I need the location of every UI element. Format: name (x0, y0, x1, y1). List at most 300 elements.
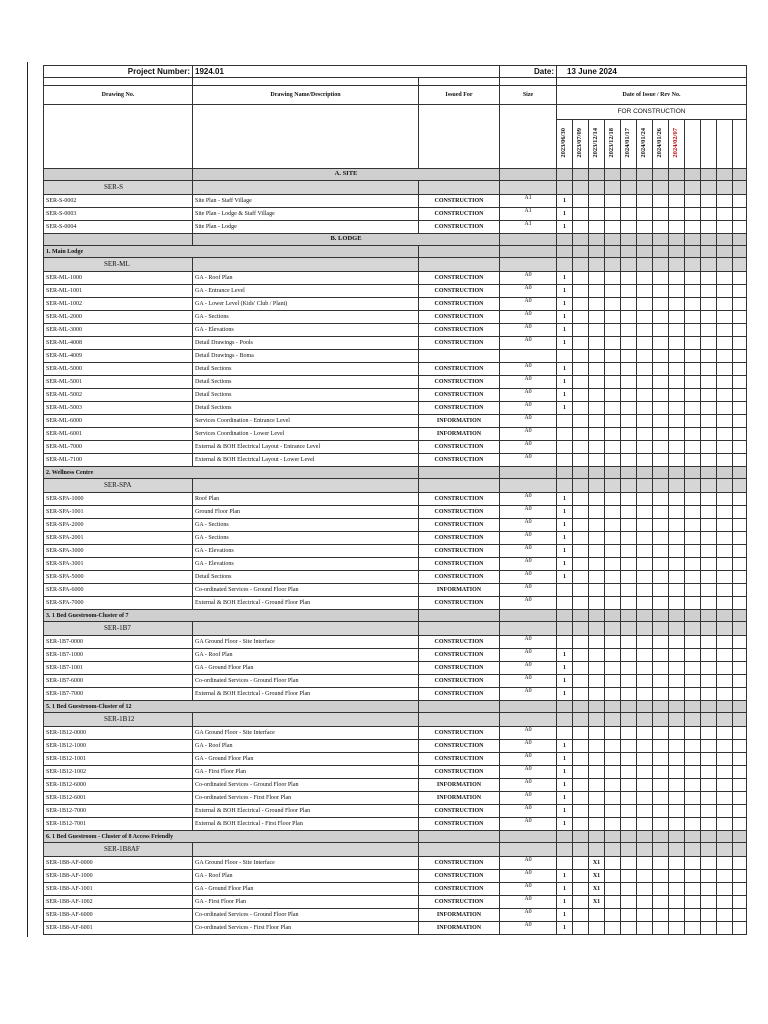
rev-cell (733, 922, 747, 935)
rev-cell (557, 258, 573, 272)
rev-cell (685, 298, 701, 311)
rev-cell (733, 805, 747, 818)
rev-cell (669, 857, 685, 870)
rev-cell (685, 208, 701, 221)
rev-cell (621, 870, 637, 883)
rev-cell (701, 298, 717, 311)
drawing-name: GA - Sections (193, 532, 419, 545)
rev-cell (589, 389, 605, 402)
rev-cell (637, 467, 653, 479)
rev-cell (637, 688, 653, 701)
rev-cell (589, 766, 605, 779)
rev-cell (589, 622, 605, 636)
drawing-number: SER-1B12-1000 (44, 740, 193, 753)
rev-cell (717, 610, 733, 622)
rev-cell (701, 324, 717, 337)
drawing-name: Detail Sections (193, 571, 419, 584)
table-row (44, 493, 747, 506)
rev-cell (653, 169, 669, 181)
rev-cell (701, 519, 717, 532)
table-row (44, 909, 747, 922)
issue-date-cell (605, 120, 621, 169)
issue-date-label: 2023/12/18 (608, 127, 616, 158)
drawing-number: SER-SPA-2000 (44, 519, 193, 532)
rev-cell (701, 258, 717, 272)
rev-cell (589, 675, 605, 688)
drawing-name: External & BOH Electrical Layout - Lower Level (193, 454, 419, 467)
issue-date-cell (685, 120, 701, 169)
rev-cell: 1 (557, 883, 573, 896)
rev-cell (701, 181, 717, 195)
rev-cell (717, 622, 733, 636)
drawing-name: External & BOH Electrical - Ground Floor Plan (193, 805, 419, 818)
group-subtitle: 5. 1 Bed Guestroom-Cluster of 12 (44, 701, 419, 713)
rev-cell (685, 622, 701, 636)
rev-cell (669, 779, 685, 792)
drawing-name: External & BOH Electrical - Ground Floor Plan (193, 597, 419, 610)
rev-cell (717, 649, 733, 662)
rev-cell (557, 246, 573, 258)
table-row (44, 402, 747, 415)
drawing-number: SER-ML-5002 (44, 389, 193, 402)
rev-cell (717, 389, 733, 402)
rev-cell (589, 337, 605, 350)
rev-cell (605, 675, 621, 688)
sheet-size: A0 (500, 558, 557, 571)
rev-cell (653, 258, 669, 272)
rev-cell (589, 805, 605, 818)
table-row (44, 389, 747, 402)
rev-cell (669, 805, 685, 818)
rev-cell (573, 298, 589, 311)
sheet-size: A0 (500, 779, 557, 792)
rev-cell (685, 662, 701, 675)
drawing-name: GA - Sections (193, 311, 419, 324)
rev-cell (605, 610, 621, 622)
table-row (44, 441, 747, 454)
rev-cell (557, 843, 573, 857)
rev-cell (605, 532, 621, 545)
issued-for: INFORMATION (419, 922, 500, 935)
rev-cell (701, 610, 717, 622)
rev-cell (637, 883, 653, 896)
rev-cell (557, 467, 573, 479)
rev-cell (605, 922, 621, 935)
sheet-size: A0 (500, 428, 557, 441)
rev-cell (637, 818, 653, 831)
rev-cell (637, 713, 653, 727)
rev-cell (637, 831, 653, 843)
issue-date-label: 2024/01/24 (640, 127, 648, 158)
drawing-name: Roof Plan (193, 493, 419, 506)
rev-cell (573, 208, 589, 221)
rev-cell (669, 713, 685, 727)
for-construction-row (44, 105, 747, 120)
rev-cell (637, 740, 653, 753)
rev-cell (733, 571, 747, 584)
issued-for: INFORMATION (419, 428, 500, 441)
rev-cell (733, 818, 747, 831)
sheet-size: A0 (500, 688, 557, 701)
issued-for: CONSTRUCTION (419, 337, 500, 350)
rev-cell (589, 818, 605, 831)
rev-cell (589, 169, 605, 181)
rev-cell: 1 (557, 493, 573, 506)
rev-cell (557, 597, 573, 610)
size-header: Size (500, 86, 557, 105)
issue-date-cell (717, 120, 733, 169)
table-row (44, 818, 747, 831)
rev-cell (669, 221, 685, 234)
rev-cell (573, 740, 589, 753)
issued-for: CONSTRUCTION (419, 389, 500, 402)
drawing-number: SER-ML-6000 (44, 415, 193, 428)
issue-date-label: 2023/12/14 (592, 127, 600, 158)
sheet-size: A0 (500, 506, 557, 519)
rev-cell (733, 181, 747, 195)
rev-cell (573, 922, 589, 935)
issued-for: CONSTRUCTION (419, 662, 500, 675)
rev-cell (605, 169, 621, 181)
rev-cell (717, 311, 733, 324)
rev-cell (605, 622, 621, 636)
rev-cell (653, 843, 669, 857)
rev-cell (557, 636, 573, 649)
rev-cell (637, 545, 653, 558)
group-code: SER-1B7 (44, 622, 193, 636)
rev-cell (669, 610, 685, 622)
rev-cell (733, 649, 747, 662)
rev-cell (653, 922, 669, 935)
rev-cell (701, 428, 717, 441)
drawing-name: Co-ordinated Services - Ground Floor Plan (193, 779, 419, 792)
rev-cell (621, 740, 637, 753)
rev-cell (637, 246, 653, 258)
rev-cell (733, 479, 747, 493)
rev-cell (701, 285, 717, 298)
rev-cell (621, 818, 637, 831)
rev-cell (605, 779, 621, 792)
rev-cell (573, 389, 589, 402)
rev-cell: 1 (557, 545, 573, 558)
rev-cell (733, 779, 747, 792)
rev-cell (685, 545, 701, 558)
rev-cell (717, 792, 733, 805)
rev-cell (637, 324, 653, 337)
rev-cell (621, 571, 637, 584)
group-code-row (44, 622, 747, 636)
rev-cell (589, 636, 605, 649)
drawing-name: External & BOH Electrical Layout - Entrance Level (193, 441, 419, 454)
rev-cell (733, 350, 747, 363)
rev-cell (669, 208, 685, 221)
rev-cell (621, 792, 637, 805)
rev-cell (637, 622, 653, 636)
rev-cell (573, 415, 589, 428)
rev-cell (653, 221, 669, 234)
issued-for: CONSTRUCTION (419, 376, 500, 389)
issue-date-cell (573, 120, 589, 169)
rev-cell (733, 662, 747, 675)
rev-cell (653, 272, 669, 285)
rev-cell (589, 350, 605, 363)
drawing-name: Co-ordinated Services - Ground Floor Plan (193, 675, 419, 688)
rev-cell (573, 169, 589, 181)
rev-cell (717, 843, 733, 857)
drawing-number: SER-S-0003 (44, 208, 193, 221)
rev-cell (685, 610, 701, 622)
rev-cell (669, 298, 685, 311)
drawing-number: SER-1B8-AF-1001 (44, 883, 193, 896)
rev-cell (573, 584, 589, 597)
issue-date-cell (733, 120, 747, 169)
drawing-number: SER-1B12-7000 (44, 805, 193, 818)
rev-cell (653, 402, 669, 415)
drawing-number: SER-ML-7000 (44, 441, 193, 454)
rev-cell (717, 493, 733, 506)
rev-cell (573, 713, 589, 727)
rev-cell (717, 701, 733, 713)
drawing-name: GA - Elevations (193, 558, 419, 571)
rev-cell (669, 506, 685, 519)
rev-cell (605, 843, 621, 857)
drawing-number: SER-1B8-AF-6001 (44, 922, 193, 935)
left-margin-rule (27, 62, 28, 937)
issued-for: CONSTRUCTION (419, 545, 500, 558)
rev-cell (669, 195, 685, 208)
rev-cell (589, 558, 605, 571)
rev-cell (573, 779, 589, 792)
drawing-name: Detail Sections (193, 389, 419, 402)
rev-cell (733, 506, 747, 519)
rev-cell (701, 272, 717, 285)
rev-cell (685, 571, 701, 584)
issued-for: CONSTRUCTION (419, 753, 500, 766)
rev-cell (653, 805, 669, 818)
rev-cell (605, 376, 621, 389)
table-row (44, 363, 747, 376)
rev-cell: 1 (557, 753, 573, 766)
rev-cell (621, 636, 637, 649)
rev-cell (733, 169, 747, 181)
rev-cell (685, 311, 701, 324)
rev-cell (701, 727, 717, 740)
rev-cell (685, 493, 701, 506)
rev-cell: 1 (557, 506, 573, 519)
rev-cell (637, 571, 653, 584)
rev-cell (573, 337, 589, 350)
rev-cell (589, 324, 605, 337)
rev-cell (701, 870, 717, 883)
rev-cell (701, 337, 717, 350)
rev-cell (701, 649, 717, 662)
rev-cell (733, 857, 747, 870)
rev-cell (669, 441, 685, 454)
rev-cell (557, 454, 573, 467)
rev-cell (685, 532, 701, 545)
rev-cell (621, 558, 637, 571)
rev-cell (669, 234, 685, 246)
rev-cell: 1 (557, 805, 573, 818)
rev-cell: 1 (557, 272, 573, 285)
rev-cell (701, 584, 717, 597)
rev-cell (701, 545, 717, 558)
rev-cell (557, 584, 573, 597)
rev-cell: 1 (557, 909, 573, 922)
rev-cell (701, 792, 717, 805)
issued-for: CONSTRUCTION (419, 272, 500, 285)
rev-cell (589, 441, 605, 454)
project-header-row (44, 66, 747, 78)
issued-for: INFORMATION (419, 792, 500, 805)
rev-cell (621, 883, 637, 896)
rev-cell: X1 (589, 857, 605, 870)
rev-cell (621, 805, 637, 818)
rev-cell (605, 883, 621, 896)
rev-cell (685, 519, 701, 532)
rev-cell (573, 701, 589, 713)
rev-cell (653, 622, 669, 636)
rev-cell (589, 376, 605, 389)
drawing-name: Co-ordinated Services - First Floor Plan (193, 922, 419, 935)
rev-cell (637, 558, 653, 571)
rev-cell (701, 402, 717, 415)
rev-cell (557, 169, 573, 181)
rev-cell (605, 649, 621, 662)
rev-cell (621, 493, 637, 506)
rev-cell (733, 675, 747, 688)
group-code-row (44, 258, 747, 272)
drawing-name: Detail Drawings - Pools (193, 337, 419, 350)
drawing-name: Site Plan - Staff Village (193, 195, 419, 208)
rev-cell (637, 857, 653, 870)
rev-cell: 1 (557, 740, 573, 753)
drawing-name: Detail Sections (193, 376, 419, 389)
rev-cell (605, 363, 621, 376)
rev-cell (669, 493, 685, 506)
issue-date-label: 2024/02/07 (672, 127, 680, 158)
rev-cell (669, 662, 685, 675)
section-title: B. LODGE (193, 234, 500, 246)
rev-cell (637, 727, 653, 740)
rev-cell (669, 272, 685, 285)
drawing-name: GA - Ground Floor Plan (193, 662, 419, 675)
rev-cell (573, 441, 589, 454)
sheet-size: A1 (500, 208, 557, 221)
rev-cell (733, 311, 747, 324)
rev-cell (557, 831, 573, 843)
rev-cell (605, 479, 621, 493)
rev-cell (717, 675, 733, 688)
rev-cell (685, 234, 701, 246)
rev-cell (669, 766, 685, 779)
drawing-name: Site Plan - Lodge & Staff Village (193, 208, 419, 221)
rev-cell (653, 298, 669, 311)
rev-cell: 1 (557, 363, 573, 376)
drawing-number: SER-ML-5003 (44, 402, 193, 415)
rev-cell (637, 428, 653, 441)
rev-cell (669, 467, 685, 479)
date-label: Date: (500, 66, 557, 78)
rev-cell (669, 311, 685, 324)
drawing-number: SER-SPA-5000 (44, 571, 193, 584)
rev-cell (637, 675, 653, 688)
rev-cell (733, 843, 747, 857)
rev-cell (605, 805, 621, 818)
rev-cell (733, 896, 747, 909)
rev-cell (669, 622, 685, 636)
rev-cell (669, 519, 685, 532)
rev-cell (573, 662, 589, 675)
rev-cell: 1 (557, 311, 573, 324)
drawing-register-sheet (43, 65, 738, 935)
rev-cell: 1 (557, 195, 573, 208)
rev-cell (717, 181, 733, 195)
rev-cell (669, 571, 685, 584)
rev-cell (717, 519, 733, 532)
rev-cell (733, 558, 747, 571)
rev-cell (637, 234, 653, 246)
drawing-name: GA Ground Floor - Site Interface (193, 727, 419, 740)
rev-cell (605, 389, 621, 402)
rev-cell (589, 753, 605, 766)
rev-cell (701, 376, 717, 389)
rev-cell (573, 870, 589, 883)
rev-cell (701, 415, 717, 428)
rev-cell (589, 363, 605, 376)
drawing-number: SER-1B12-6000 (44, 779, 193, 792)
rev-cell (573, 324, 589, 337)
rev-cell (605, 857, 621, 870)
drawing-number: SER-ML-1001 (44, 285, 193, 298)
issued-for: CONSTRUCTION (419, 766, 500, 779)
rev-cell (653, 519, 669, 532)
rev-cell (669, 454, 685, 467)
sheet-size: A0 (500, 363, 557, 376)
rev-cell (701, 169, 717, 181)
rev-cell (621, 622, 637, 636)
rev-cell (685, 688, 701, 701)
rev-cell (557, 713, 573, 727)
issued-for: CONSTRUCTION (419, 818, 500, 831)
rev-cell (637, 402, 653, 415)
rev-cell (605, 701, 621, 713)
table-row (44, 688, 747, 701)
table-row (44, 870, 747, 883)
rev-cell (621, 337, 637, 350)
rev-cell (685, 506, 701, 519)
project-number-label: Project Number: (44, 66, 193, 78)
rev-cell (685, 740, 701, 753)
rev-cell (637, 870, 653, 883)
rev-cell (637, 805, 653, 818)
sheet-size: A0 (500, 792, 557, 805)
rev-cell (573, 571, 589, 584)
rev-cell (685, 479, 701, 493)
drawing-name: Ground Floor Plan (193, 506, 419, 519)
drawing-name: Detail Sections (193, 402, 419, 415)
rev-cell (717, 597, 733, 610)
drawing-name: GA - Roof Plan (193, 649, 419, 662)
rev-cell (701, 350, 717, 363)
rev-cell (637, 701, 653, 713)
column-header-row (44, 86, 747, 105)
drawing-name: GA - Ground Floor Plan (193, 883, 419, 896)
drawing-number: SER-S-0004 (44, 221, 193, 234)
drawing-name: GA - Lower Level (Kids' Club / Plant) (193, 298, 419, 311)
drawing-name: Co-ordinated Services - First Floor Plan (193, 792, 419, 805)
rev-cell (573, 636, 589, 649)
